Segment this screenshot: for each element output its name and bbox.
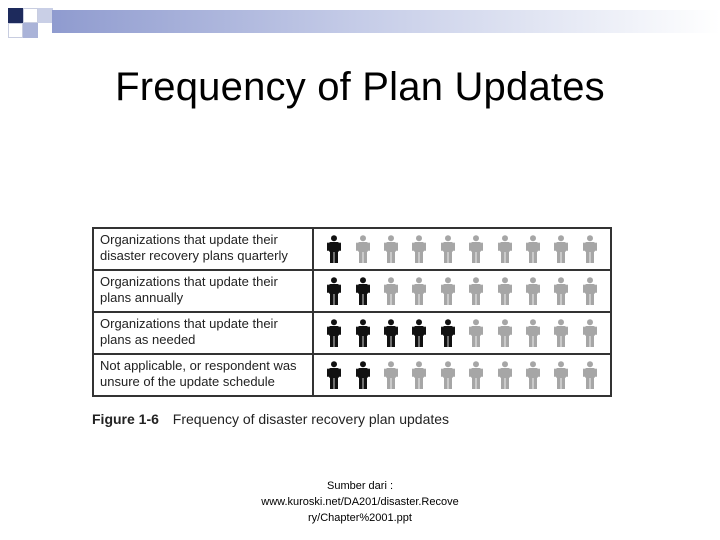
figure-number: Figure 1-6 (92, 411, 159, 427)
decor-square (8, 23, 23, 38)
person-icon (412, 361, 426, 389)
person-icon (526, 277, 540, 305)
row-label-line: Organizations that update their (100, 274, 278, 289)
person-icon (412, 235, 426, 263)
person-icon (554, 235, 568, 263)
table-row (94, 271, 610, 313)
person-icon (469, 277, 483, 305)
person-icon (526, 361, 540, 389)
person-icon (384, 235, 398, 263)
row-label (94, 229, 314, 269)
table-row (94, 229, 610, 271)
person-icon (384, 319, 398, 347)
table-row (94, 355, 610, 395)
person-icon (356, 235, 370, 263)
row-label-line: plans annually (100, 290, 184, 305)
row-label (94, 355, 314, 395)
row-label-line: disaster recovery plans quarterly (100, 248, 288, 263)
person-icon (356, 319, 370, 347)
person-icon (583, 361, 597, 389)
person-icon-group (314, 229, 610, 269)
person-icon (356, 361, 370, 389)
row-label-line: Not applicable, or respondent was (100, 358, 297, 373)
decor-square (8, 8, 23, 23)
person-icon (583, 277, 597, 305)
person-icon (441, 361, 455, 389)
row-label-line: Organizations that update their (100, 232, 278, 247)
person-icon (469, 235, 483, 263)
person-icon (498, 361, 512, 389)
decor-square (23, 8, 38, 23)
source-line: ry/Chapter%2001.ppt (308, 512, 412, 524)
person-icon (469, 319, 483, 347)
source-line: www.kuroski.net/DA201/disaster.Recove (261, 496, 459, 508)
person-icon (583, 235, 597, 263)
row-label-line: Organizations that update their (100, 316, 278, 331)
source-line: Sumber dari : (326, 480, 394, 492)
slide-title: Frequency of Plan Updates (115, 65, 605, 109)
person-icon (583, 319, 597, 347)
person-icon (554, 277, 568, 305)
person-icon (327, 277, 341, 305)
person-icon (469, 361, 483, 389)
source-note (0, 478, 720, 526)
decor-square (23, 23, 38, 38)
person-icon (327, 235, 341, 263)
person-icon (498, 319, 512, 347)
person-icon (498, 277, 512, 305)
person-icon (554, 361, 568, 389)
person-icon (412, 277, 426, 305)
person-icon (498, 235, 512, 263)
header-gradient-bar (52, 10, 720, 33)
row-label-line: plans as needed (100, 332, 196, 347)
row-label (94, 313, 314, 353)
table-row (94, 313, 610, 355)
row-label (94, 271, 314, 311)
person-icon (441, 319, 455, 347)
person-icon-group (314, 271, 610, 311)
figure-caption-text: Frequency of disaster recovery plan updates (172, 411, 450, 427)
person-icon-group (314, 313, 610, 353)
person-icon (441, 277, 455, 305)
person-icon (526, 235, 540, 263)
person-icon (412, 319, 426, 347)
person-icon (441, 235, 455, 263)
decor-square (38, 8, 53, 23)
figure-caption (92, 411, 449, 427)
row-label-line: unsure of the update schedule (100, 374, 275, 389)
person-icon (384, 361, 398, 389)
person-icon (356, 277, 370, 305)
person-icon (327, 361, 341, 389)
person-icon-group (314, 355, 610, 395)
person-icon (327, 319, 341, 347)
person-icon (554, 319, 568, 347)
figure-table (92, 227, 612, 397)
person-icon (526, 319, 540, 347)
person-icon (384, 277, 398, 305)
